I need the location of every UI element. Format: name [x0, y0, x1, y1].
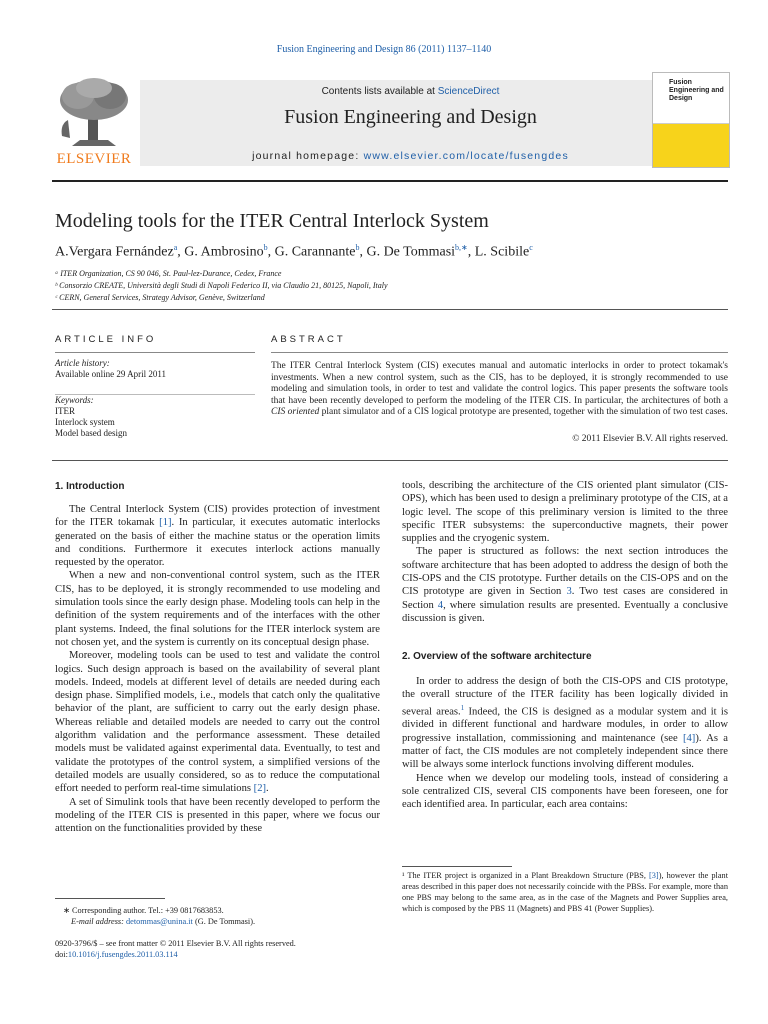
email-link[interactable]: detommas@unina.it [126, 917, 193, 926]
cover-title: Fusion Engineering and Design [669, 79, 724, 102]
citation-link[interactable]: [2] [253, 783, 267, 795]
article-title: Modeling tools for the ITER Central Interlock System [55, 210, 489, 232]
doi-line: doi:10.1016/j.fusengdes.2011.03.114 [55, 950, 178, 959]
contents-line: Contents lists available at ScienceDirect [321, 86, 500, 97]
homepage-link[interactable]: www.elsevier.com/locate/fusengdes [363, 150, 569, 162]
keywords-label: Keywords: [55, 395, 94, 405]
sciencedirect-link[interactable]: ScienceDirect [437, 86, 500, 97]
body-column-right [402, 479, 728, 625]
author-affiliation-mark[interactable]: b,∗ [455, 243, 468, 252]
author-name: G. De Tommasi [366, 244, 456, 260]
publisher-name: ELSEVIER [56, 151, 132, 167]
journal-cover-thumbnail [652, 72, 730, 168]
section-link[interactable]: 3 [566, 586, 572, 598]
masthead-rule [52, 180, 728, 182]
affiliation: ᵇ Consorzio CREATE, Università degli Studi di Napoli Federico II, via Claudio 21, 80125, Napoli, Italy [55, 281, 388, 290]
email-line: E-mail address: detommas@unina.it (G. De Tommasi). [71, 917, 256, 926]
paragraph: A set of Simulink tools that have been recently developed to perform the modeling of the ITER CIS is presented in this paper, where we focus our attention on the functionalities provided by these [55, 796, 380, 835]
citation-link[interactable]: [1] [159, 517, 172, 529]
journal-reference[interactable]: Fusion Engineering and Design 86 (2011) 1137–1140 [276, 44, 492, 55]
author-name: A.Vergara Fernández [55, 244, 174, 260]
copyright-notice: © 2011 Elsevier B.V. All rights reserved. [572, 434, 728, 444]
citation-link[interactable]: [4] [682, 732, 696, 744]
paragraph: Hence when we develop our modeling tools, instead of considering a sole centralized CIS, several CIS components have been foreseen, one for each identified area. In particular, each area contains: [402, 772, 728, 811]
abstract-end-rule [52, 460, 728, 461]
author-name: G. Ambrosino [184, 244, 264, 260]
author-affiliation-mark[interactable]: b [355, 243, 360, 252]
paragraph: The paper is structured as follows: the next section introduces the software architecture that has been adopted to address the design of both the CIS-OPS and the CIS prototype. Further details on the CIS-OPS and on the CIS prototype are given in Section 3. Two test cases are considered in Section 4, where simulation results are presented. Eventually a conclusive discussion is given. [402, 546, 728, 624]
body-column-left [55, 503, 380, 835]
info-rule [55, 352, 255, 353]
author-name: L. Scibile [474, 244, 530, 260]
author-affiliation-mark[interactable]: c [529, 243, 533, 252]
footnote-1: ¹ The ITER project is organized in a Plant Breakdown Structure (PBS, [3]), however the plant areas described in this paper does not necessarily coincide with the PBSs. For example, more than one PBS may belong to the same area, as in the case of the Magnets and Power Supplies area, which is composed by the PBS 11 (Magnets) and PBS 41 (Power Supplies). [402, 871, 729, 913]
paragraph: When a new and non-conventional control system, such as the ITER CIS, has to be deployed, it is strongly recommended to use modeling and simulation tools since the early design phase. Modeling tools can help in the definition of the system requirements and of the interfaces with the other plant systems. Indeed, the final solutions for the ITER interlock system are not chosen yet, and the system is currently on its conceptual design phase. [55, 570, 380, 648]
abstract-text: The ITER Central Interlock System (CIS) executes manual and automatic interlocks in order to protect tokamak's investments. When a new control system, such as the CIS, has to be deployed, it is strongly recommended to use modeling and simulation tools, in order to test and validate the control logics. This paper presents the software tools that have been recently developed to perform the modeling of the ITER CIS. In particular, the architectures of both a CIS oriented plant simulator and of a CIS logical prototype are presented, together with the simulation of two test cases. [271, 361, 728, 417]
author-name: G. Carannante [274, 244, 356, 260]
journal-homepage: journal homepage: www.elsevier.com/locate/fusengdes [252, 150, 569, 162]
journal-masthead [48, 74, 633, 174]
footnote-rule [402, 866, 512, 867]
author-affiliation-mark[interactable]: a [173, 243, 178, 252]
footnote-link[interactable]: 1 [460, 703, 465, 712]
doi-link[interactable]: 10.1016/j.fusengdes.2011.03.114 [67, 950, 178, 959]
masthead-panel [140, 80, 681, 166]
footnote-rule [55, 898, 165, 899]
keyword: Model based design [55, 428, 127, 438]
keyword: Interlock system [55, 417, 115, 427]
section-2-body [402, 675, 728, 812]
author-affiliation-mark[interactable]: b [263, 243, 268, 252]
paragraph: The Central Interlock System (CIS) provides protection of investment for the ITER tokamak [1]. In particular, it executes automatic interlocks generated on the basis of either the machine status or the operation limits and conditions. Furthermore it executes interlock actions manually requested by the operator. [55, 504, 380, 569]
history-value: Available online 29 April 2011 [55, 369, 166, 379]
keyword: ITER [55, 406, 75, 416]
citation-link[interactable]: [3] [649, 871, 659, 880]
issn-doi-block [55, 938, 296, 960]
affiliation: ᶜ CERN, General Services, Strategy Advisor, Genève, Switzerland [55, 293, 265, 302]
author-list: A.Vergara Fernández$^a$, G. Ambrosino$^b$, G. Carannante$^b$, G. De Tommasi$^{b,∗}$, L. Scibile$^c$ [55, 243, 533, 260]
paragraph: tools, describing the architecture of the CIS oriented plant simulator (CIS-OPS), which has been used to design a preliminary prototype of the CIS, at a logic level. The scope of this preliminary version is limited to the three specific ITER subsystems: the superconductive magnets, their power supplies and the cryogenic system. [402, 480, 728, 545]
paragraph: Moreover, modeling tools can be used to test and validate the control logics. Such design approach is based on the availability of several plant models. Indeed, models at different level of details are needed during each design phase. Simplified models, i.e., models that catch only the qualitative behavior of the plant, are sufficient to carry out the early design phase. Whereas reliable and detailed models are needed to carry out the control algorithm validation and the performance assessment. These detailed models must be validated against experimental data. Eventually, to test and validate the prototypes of the control system, a simplified versions of the detailed models are usually considered, so as to reduce the computational effort needed to perform real-time simulations [2]. [55, 650, 380, 795]
article-info-heading: ARTICLE INFO [55, 334, 157, 345]
history-label: Article history: [55, 358, 110, 368]
section-2-heading: 2. Overview of the software architecture [402, 651, 592, 662]
issn-line: 0920-3796/$ – see front matter © 2011 Elsevier B.V. All rights reserved. [55, 939, 296, 948]
section-1-heading: 1. Introduction [55, 481, 125, 492]
corresponding-author-note [55, 905, 380, 927]
paragraph: In order to address the design of both the CIS-OPS and CIS prototype, the overall structure of the ITER facility has been logically divided in several areas.$^1$ Indeed, the CIS is designed as a modular system and it is divided in different functional and hardware modules, in order to allow progressive installation, commissioning and maintenance (see [4]). As a matter of fact, the CIS modules are not completely independent since there will be always some interlock functions involving different modules. [402, 676, 728, 771]
affiliation: ᵃ ITER Organization, CS 90 046, St. Paul-lez-Durance, Cedex, France [55, 269, 282, 278]
section-link[interactable]: 4 [437, 599, 444, 611]
abstract-rule [271, 352, 728, 353]
header-rule [52, 309, 728, 310]
cover-header [653, 73, 729, 124]
corresponding-author: ∗ Corresponding author. Tel.: +39 0817683853. [63, 906, 224, 915]
abstract-heading: ABSTRACT [271, 334, 346, 345]
journal-title: Fusion Engineering and Design [284, 106, 537, 128]
